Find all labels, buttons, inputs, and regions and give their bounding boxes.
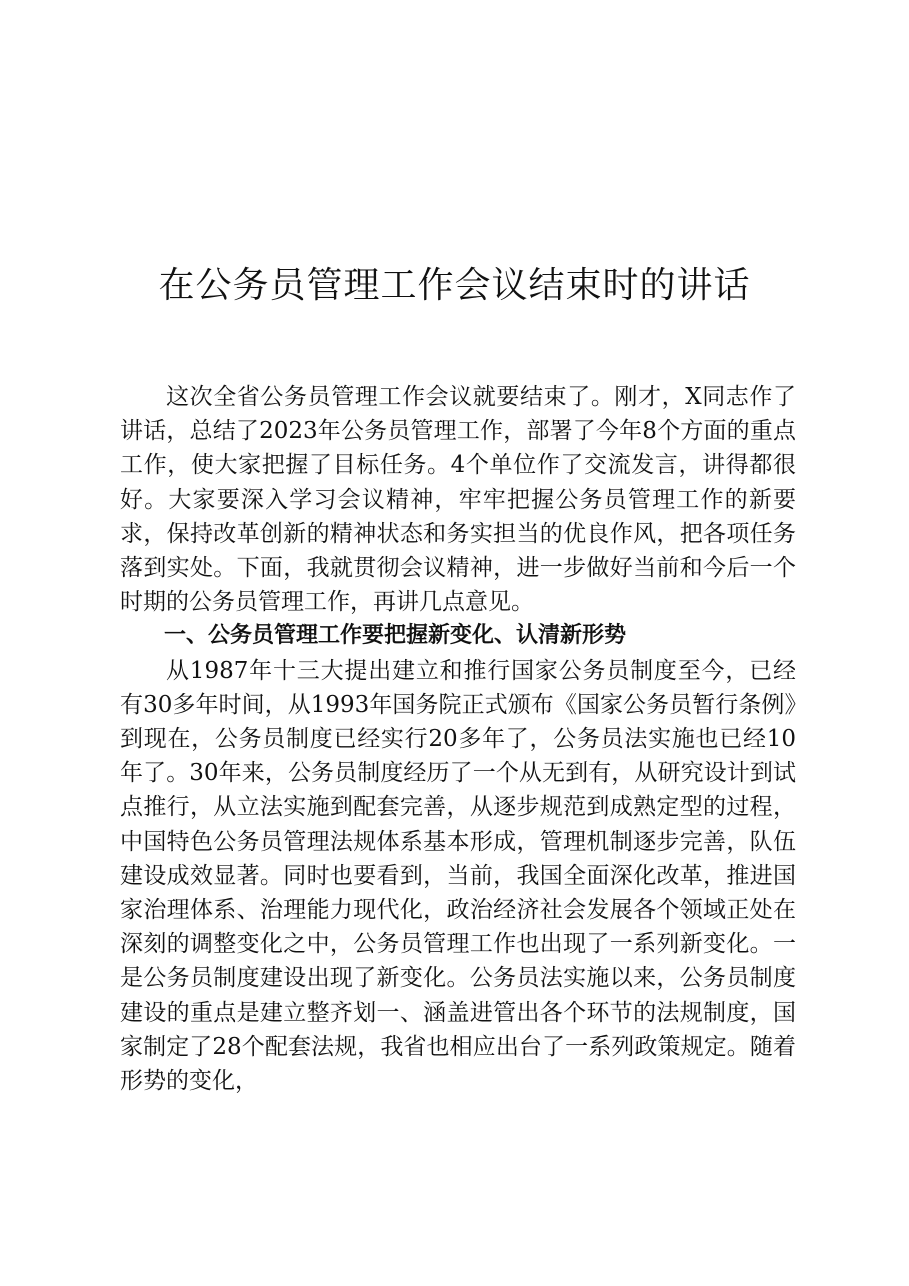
section-heading-1: 一、公务员管理工作要把握新变化、认清新形势 — [164, 623, 627, 649]
paragraph-intro: 这次全省公务员管理工作会议就要结束了。刚才，X同志作了讲话，总结了2023年公务员管理工作，部署了今年8个方面的重点工作，使大家把握了目标任务。4个单位作了交流发言，讲得都很好。大家要深入学习会议精神，牢牢把握公务员管理工作的新要求，保持改革创新的精神状态和务实担当的优良作风，把各项任务落到实处。下面，我就贯彻会议精神，进一步做好当前和今后一个时期的公务员管理工作，再讲几点意见。 — [120, 384, 796, 616]
document-body — [120, 380, 796, 1098]
document-title: 在公务员管理工作会议结束时的讲话 — [158, 265, 751, 306]
paragraph-section-1: 从1987年十三大提出建立和推行国家公务员制度至今，已经有30多年时间，从1993年国务院正式颁布《国家公务员暂行条例》到现在，公务员制度已经实行20多年了，公务员法实施也已经10年了。30年来，公务员制度经历了一个从无到有，从研究设计到试点推行，从立法实施到配套完善，从逐步规范到成熟定型的过程，中国特色公务员管理法规体系基本形成，管理机制逐步完善，队伍建设成效显著。同时也要看到，当前，我国全面深化改革，推进国家治理体系、治理能力现代化，政治经济社会发展各个领域正处在深刻的调整变化之中，公务员管理工作也出现了一系列新变化。一是公务员制度建设出现了新变化。公务员法实施以来，公务员制度建设的重点是建立整齐划一、涵盖进管出各个环节的法规制度，国家制定了28个配套法规，我省也相应出台了一系列政策规定。随着形势的变化， — [120, 657, 796, 1095]
